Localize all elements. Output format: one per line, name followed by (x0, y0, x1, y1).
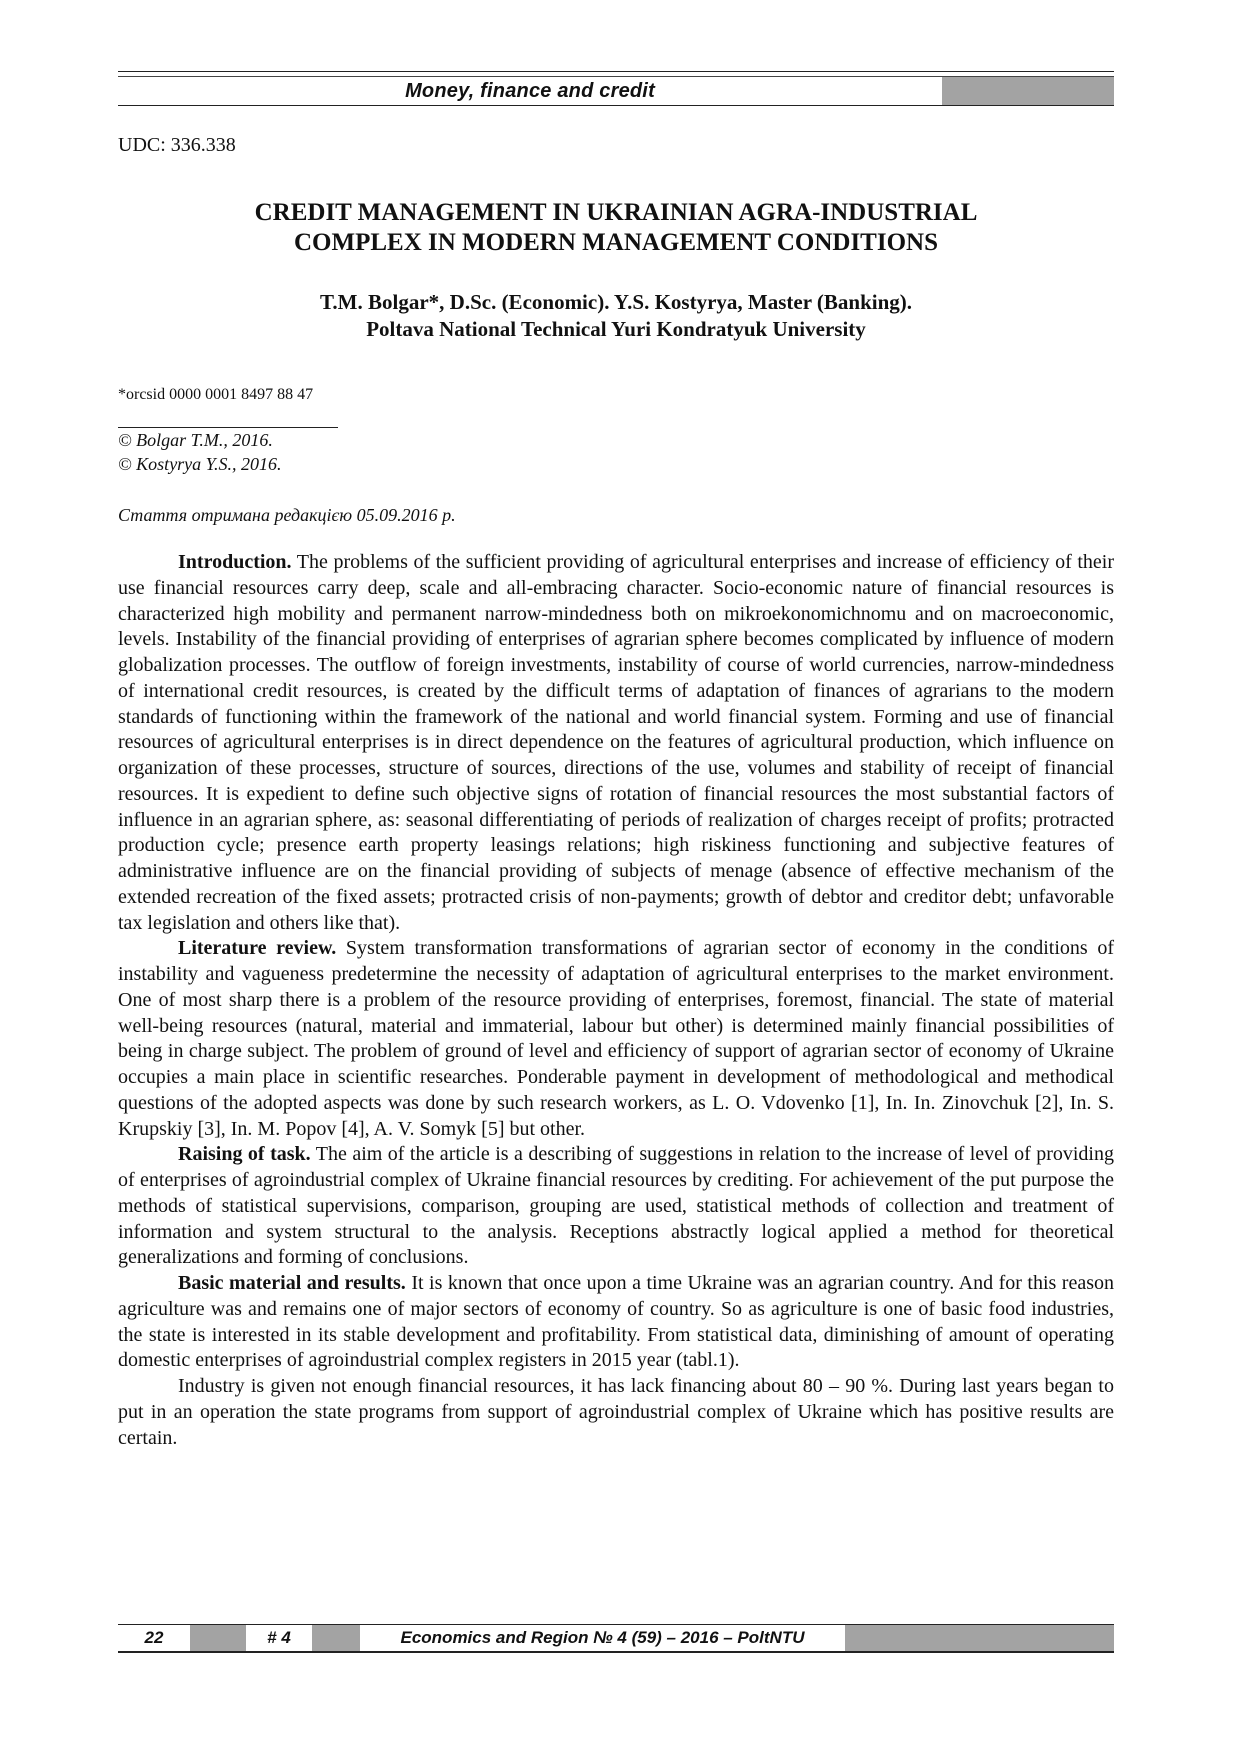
paragraph-raising-of-task (118, 1142, 1114, 1271)
paragraph-introduction (118, 550, 1114, 936)
copyright-line: © Kostyrya Y.S., 2016. (118, 454, 282, 474)
paragraph-text: It is known that once upon a time Ukraine was an agrarian country. And for this reason agriculture was and remains one of major sectors of economy of country. So as agriculture is one of basic food industries, the state is interested in its stable development and profitability. From statistical data, diminishing of amount of operating domestic enterprises of agroindustrial complex registers in 2015 year (tabl.1). (118, 1272, 1114, 1372)
title-line-1: CREDIT MANAGEMENT IN UKRAINIAN AGRA-INDUSTRIAL (254, 199, 978, 226)
footer-gray-block (312, 1625, 360, 1651)
title-line-2: COMPLEX IN MODERN MANAGEMENT CONDITIONS (293, 229, 938, 256)
paragraph-industry (118, 1374, 1114, 1451)
paragraph-literature-review (118, 936, 1114, 1142)
udc-code: UDC: 336.338 (118, 134, 236, 156)
received-date: Стаття отримана редакцією 05.09.2016 р. (118, 505, 456, 525)
paragraph-basic-material (118, 1271, 1114, 1374)
author-block (118, 289, 1114, 343)
author-affiliation: Poltava National Technical Yuri Kondratyuk University (366, 317, 866, 341)
paragraph-text: System transformation transformations of agrarian sector of economy in the conditions of instability and vagueness predetermine the necessity of adaptation of agricultural enterprises to the market environment. One of most sharp there is a problem of the resource providing of enterprises, foremost, financial. The state of material well-being resources (natural, material and immaterial, labour but other) is determined mainly financial possibilities of being in charge subject. The problem of ground of level and efficiency of support of agrarian sector of economy of Ukraine occupies a main place in scientific researches. Ponderable payment in development of methodological and methodical questions of the adopted aspects was done by such research workers, as L. O. Vdovenko [1], In. In. Zinovchuk [2], In. S. Krupskiy [3], In. M. Popov [4], A. V. Somyk [5] but other. (118, 937, 1114, 1140)
paragraph-text: The problems of the sufficient providing of agricultural enterprises and increase of efficiency of their use financial resources carry deep, scale and all-embracing character. Socio-economic nature of financial resources is characterized high mobility and permanent narrow-mindedness both on mikroekonomichnomu and on macroeconomic, levels. Instability of the financial providing of enterprises of agrarian sphere becomes complicated by influence of modern globalization processes. The outflow of foreign investments, instability of course of world currencies, narrow-mindedness of international credit resources, is created by the difficult terms of adaptation of finances of agrarians to the modern standards of functioning within the framework of the national and world financial system. Forming and use of financial resources of agricultural enterprises is in direct dependence on the features of agricultural production, which influence on organization of these processes, structure of sources, directions of the use, volumes and stability of receipt of financial resources. It is expedient to define such objective signs of rotation of financial resources the most substantial factors of influence in an agrarian sphere, as: seasonal differentiating of periods of realization of charges receipt of profits; protracted production cycle; presence earth property leasings relations; high riskiness functioning and subjective features of administrative influence are on the financial providing of subjects of menage (absence of effective mechanism of the extended recreation of the fixed assets; protracted crisis of non-payments; growth of debtor and creditor debt; unfavorable tax legislation and others like that). (118, 551, 1114, 934)
paragraph-text: The aim of the article is a describing of suggestions in relation to the increase of level of providing of enterprises of agroindustrial complex of Ukraine financial resources by crediting. For achievement of the put purpose the methods of statistical supervisions, comparison, grouping are used, statistical methods of collection and treatment of information and system structural to the analysis. Receptions abstractly logical applied a method for theoretical generalizations and forming of conclusions. (118, 1143, 1114, 1269)
journal-name: Economics and Region № 4 (59) – 2016 – PoltNTU (400, 1628, 805, 1647)
header-gray-block (942, 77, 1114, 105)
copyright-line: © Bolgar T.M., 2016. (118, 430, 273, 450)
running-header (118, 76, 1114, 106)
page-number: 22 (144, 1628, 164, 1647)
paragraph-text: Industry is given not enough financial resources, it has lack financing about 80 – 90 %. During last years began to put in an operation the state programs from support of agroindustrial complex of Ukraine which has positive results are certain. (118, 1375, 1114, 1449)
footer-gray-block (190, 1625, 246, 1651)
running-footer (118, 1624, 1114, 1653)
header-top-rule (118, 71, 1114, 72)
section-heading: Basic material and results. (178, 1272, 406, 1294)
footer-gray-block (845, 1625, 1114, 1651)
section-heading: Raising of task. (178, 1143, 311, 1166)
header-section-title: Money, finance and credit (405, 79, 655, 102)
issue-number: # 4 (267, 1628, 291, 1647)
article-title (118, 198, 1114, 258)
copyright-block (118, 428, 282, 476)
author-names: T.M. Bolgar*, D.Sc. (Economic). Y.S. Kostyrya, Master (Banking). (319, 290, 913, 314)
orcsid: *orcsid 0000 0001 8497 88 47 (118, 386, 314, 403)
section-heading: Literature review. (178, 937, 337, 960)
section-heading: Introduction. (178, 551, 292, 573)
article-body (118, 550, 1114, 1451)
